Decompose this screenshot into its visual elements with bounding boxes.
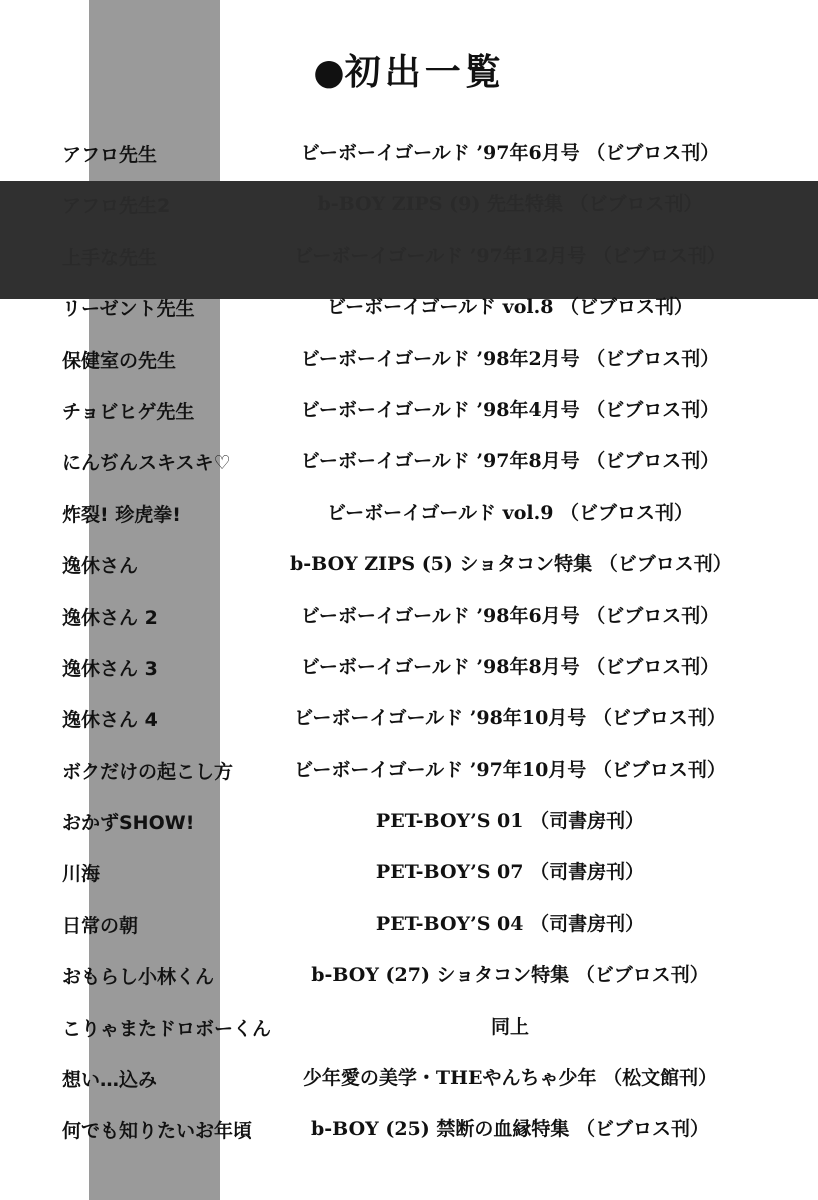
page-title-text: 初出一覧 bbox=[344, 52, 505, 93]
publication-info: ビーボーイゴールド ’97年12月号 （ビブロス刊） bbox=[294, 244, 726, 267]
list-item bbox=[0, 591, 818, 642]
list-item bbox=[0, 796, 818, 847]
list-item bbox=[0, 179, 818, 230]
publication-info: b-BOY ZIPS (5) ショタコン特集 （ビブロス刊） bbox=[290, 553, 732, 576]
list-item bbox=[0, 488, 818, 539]
story-title: 何でも知りたいお年頃 bbox=[62, 1120, 253, 1143]
publication-info: ビーボーイゴールド ’97年10月号 （ビブロス刊） bbox=[294, 758, 726, 781]
list-item bbox=[0, 539, 818, 590]
publication-info: PET-BOY’S 07 （司書房刊） bbox=[375, 861, 645, 884]
publication-info: ビーボーイゴールド ’97年6月号 （ビブロス刊） bbox=[300, 142, 720, 164]
story-title: 想い…込み bbox=[62, 1069, 158, 1092]
publication-info: ビーボーイゴールド ’98年2月号 （ビブロス刊） bbox=[300, 347, 720, 370]
publication-info: ビーボーイゴールド vol.9 （ビブロス刊） bbox=[326, 501, 694, 524]
publication-info: ビーボーイゴールド vol.8 （ビブロス刊） bbox=[326, 296, 694, 319]
publication-info: ビーボーイゴールド ’97年8月号 （ビブロス刊） bbox=[300, 450, 720, 473]
story-title: 逸休さん 2 bbox=[62, 606, 158, 629]
story-title: アフロ先生2 bbox=[62, 195, 171, 218]
list-item bbox=[0, 334, 818, 385]
publication-info: ビーボーイゴールド ’98年6月号 （ビブロス刊） bbox=[300, 604, 720, 627]
publication-info: b-BOY (27) ショタコン特集 （ビブロス刊） bbox=[311, 964, 709, 987]
story-title: おかずSHOW! bbox=[62, 812, 195, 835]
list-item bbox=[0, 1104, 818, 1155]
story-title: 逸休さん 4 bbox=[62, 709, 158, 732]
story-title: チョビヒゲ先生 bbox=[62, 400, 195, 423]
bullet-circle-icon: ● bbox=[313, 52, 345, 93]
story-title: 逸休さん 3 bbox=[62, 657, 158, 680]
story-title: ボクだけの起こし方 bbox=[62, 760, 234, 783]
story-title: 炸裂! 珍虎拳! bbox=[62, 503, 181, 526]
publication-info: ビーボーイゴールド ’98年4月号 （ビブロス刊） bbox=[300, 398, 720, 421]
publication-info: 同上 bbox=[490, 1015, 529, 1038]
publication-info: b-BOY ZIPS (9) 先生特集 （ビブロス刊） bbox=[317, 193, 703, 216]
list-item bbox=[0, 282, 818, 333]
list-item bbox=[0, 847, 818, 898]
list-item bbox=[0, 745, 818, 796]
list-item bbox=[0, 693, 818, 744]
publication-info: b-BOY (25) 禁断の血縁特集 （ビブロス刊） bbox=[311, 1118, 709, 1141]
story-title: おもらし小林くん bbox=[62, 966, 215, 989]
list-item bbox=[0, 436, 818, 487]
story-title: にんぢんスキスキ♡ bbox=[62, 452, 231, 475]
list-item bbox=[0, 385, 818, 436]
story-title: 保健室の先生 bbox=[62, 349, 177, 372]
list-item bbox=[0, 231, 818, 282]
story-title: 川海 bbox=[62, 863, 101, 886]
list-item bbox=[0, 899, 818, 950]
publication-info: ビーボーイゴールド ’98年8月号 （ビブロス刊） bbox=[300, 655, 720, 678]
list-item bbox=[0, 950, 818, 1001]
publication-info: ビーボーイゴールド ’98年10月号 （ビブロス刊） bbox=[294, 707, 726, 730]
list-item bbox=[0, 1002, 818, 1053]
story-title: アフロ先生 bbox=[62, 144, 158, 166]
list-item bbox=[0, 128, 818, 179]
publication-list bbox=[0, 128, 818, 1156]
publication-info: PET-BOY’S 04 （司書房刊） bbox=[375, 912, 645, 935]
list-item bbox=[0, 642, 818, 693]
story-title: 上手な先生 bbox=[62, 246, 158, 269]
publication-info: 少年愛の美学・THEやんちゃ少年 （松文館刊） bbox=[302, 1067, 718, 1090]
list-item bbox=[0, 1053, 818, 1104]
page-title bbox=[0, 44, 818, 95]
publication-info: PET-BOY’S 01 （司書房刊） bbox=[375, 810, 645, 833]
story-title: こりゃまたドロボーくん bbox=[62, 1017, 272, 1040]
story-title: 日常の朝 bbox=[62, 914, 139, 937]
story-title: リーゼント先生 bbox=[62, 298, 195, 321]
story-title: 逸休さん bbox=[62, 555, 139, 578]
